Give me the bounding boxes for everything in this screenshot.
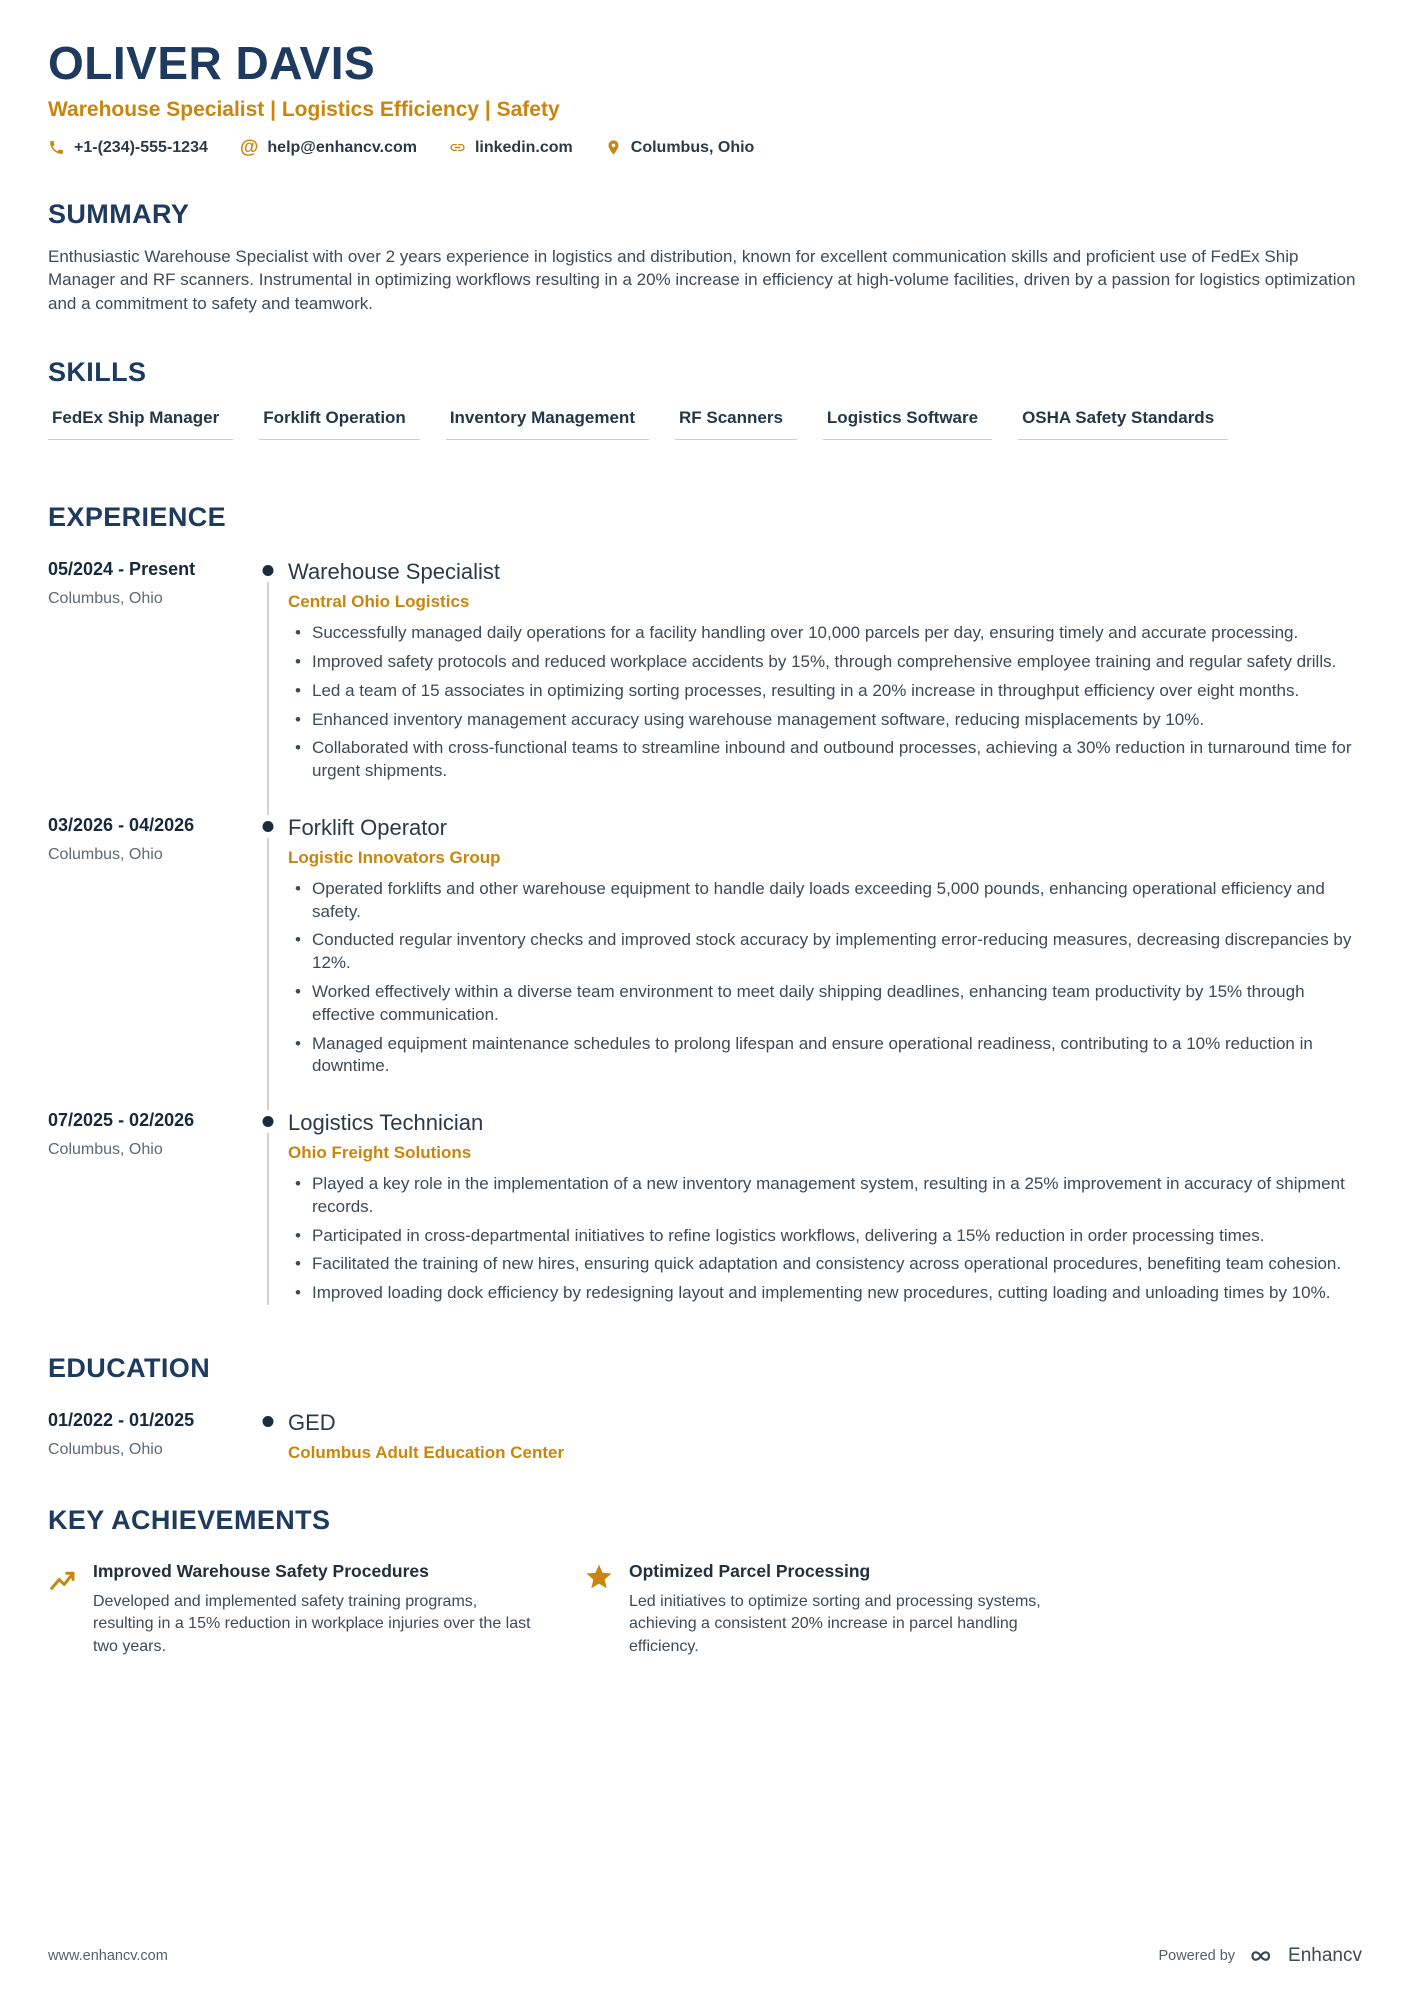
entry-dates: 03/2026 - 04/2026 [48,814,195,835]
entry-dates: 01/2022 - 01/2025 [48,1409,195,1430]
bullet-item: • Operated forklifts and other warehouse equipment to handle daily loads exceeding 5,000 pounds, enhancing operational efficiency and safety. [288,878,1362,924]
timeline-dot [263,1416,274,1427]
contact-phone[interactable] [48,139,208,157]
bullet-item: • Participated in cross-departmental initiatives to refine logistics workflows, delivering a 15% reduction in order processing times. [288,1225,1362,1248]
candidate-name: OLIVER DAVIS [48,37,376,89]
entry-dates: 07/2025 - 02/2026 [48,1110,195,1131]
degree-title: GED [288,1409,336,1435]
entry-body [288,1410,1362,1463]
job-title: Forklift Operator [288,814,447,840]
company-name: Logistic Innovators Group [288,847,501,867]
star-icon [584,1562,614,1592]
achievement-text: Developed and implemented safety training programs, resulting in a 15% reduction in workplace injuries over the last two years. [93,1592,531,1656]
skill-tag: OSHA Safety Standards [1018,408,1228,440]
entry-meta [48,559,248,789]
timeline-dot [263,821,274,832]
bullet-list [288,878,1362,1078]
contact-location [605,139,755,157]
entry-body [288,1110,1362,1311]
link-icon [449,139,466,156]
entry-body [288,559,1362,789]
enhancv-wordmark: Enhancv [1288,1945,1362,1966]
contact-linkedin-text: linkedin.com [474,138,573,156]
contact-phone-text: +1-(234)-555-1234 [74,138,208,156]
bullet-item: • Managed equipment maintenance schedules to prolong lifespan and ensure operational readiness, contributing to a 10% reduction in downtime. [288,1033,1362,1079]
experience-entry [48,815,1362,1084]
achievement-title: Optimized Parcel Processing [629,1560,871,1581]
page-footer [48,1945,1362,1967]
bullet-item: • Collaborated with cross-functional teams to streamline inbound and outbound processes, achieving a 30% reduction in turnaround time for urgent shipments. [288,737,1362,783]
education-section [48,1353,1362,1463]
bullet-item: • Worked effectively within a diverse team environment to meet daily shipping deadlines, enhancing team productivity by 15% through effective communication. [288,981,1362,1027]
achievement-title: Improved Warehouse Safety Procedures [93,1560,429,1581]
location-icon [605,139,622,156]
enhancv-logo-icon [1247,1945,1281,1967]
summary-heading: SUMMARY [48,199,190,229]
job-title: Logistics Technician [288,1110,484,1136]
achievement-content [629,1560,1076,1659]
achievement-item [48,1560,540,1659]
entry-location: Columbus, Ohio [48,1141,163,1159]
bullet-list [288,622,1362,783]
powered-by[interactable] [1158,1945,1362,1967]
timeline [248,1110,288,1311]
skill-tag: Logistics Software [823,408,992,440]
company-name: Central Ohio Logistics [288,592,470,612]
powered-by-label: Powered by [1158,1948,1236,1964]
timeline-dot [263,565,274,576]
entry-location: Columbus, Ohio [48,845,163,863]
bullet-item: • Conducted regular inventory checks and improved stock accuracy by implementing error-reducing measures, decreasing discrepancies by 12%. [288,929,1362,975]
experience-entry [48,1110,1362,1311]
timeline [248,559,288,789]
entry-dates: 05/2024 - Present [48,559,196,580]
resume-header [48,36,1362,157]
contact-location-text: Columbus, Ohio [630,138,755,156]
bullet-item: • Improved safety protocols and reduced workplace accidents by 15%, through comprehensive employee training and regular safety drills. [288,651,1362,674]
summary-section [48,199,1362,315]
experience-heading: EXPERIENCE [48,502,227,533]
achievement-item [584,1560,1076,1659]
timeline-dot [263,1116,274,1127]
headline: Warehouse Specialist | Logistics Efficiency | Safety [48,98,560,121]
bullet-item: • Successfully managed daily operations for a facility handling over 10,000 parcels per day, ensuring timely and accurate processing. [288,622,1362,645]
contact-email-text: help@enhancv.com [267,138,417,156]
bullet-item: • Enhanced inventory management accuracy using warehouse management software, reducing misplacements by 10%. [288,709,1362,732]
skill-tag: Inventory Management [446,408,649,440]
school-name: Columbus Adult Education Center [288,1442,565,1462]
skill-tag: Forklift Operation [259,408,420,440]
achievements-heading: KEY ACHIEVEMENTS [48,1504,331,1535]
education-heading: EDUCATION [48,1352,211,1383]
skills-section [48,357,1362,460]
skill-tag: FedEx Ship Manager [48,408,233,440]
company-name: Ohio Freight Solutions [288,1143,472,1163]
route-arrow-icon [48,1562,78,1592]
entry-meta [48,815,248,1084]
summary-text: Enthusiastic Warehouse Specialist with over 2 years experience in logistics and distribution, known for excellent communication skills and proficient use of FedEx Ship Manager and RF scanners. Instrumental in optimizing workflows resulting in a 20% increase in efficiency at high-volume facilities, driven by a passion for logistics optimization and a commitment to safety and teamwork. [48,247,1356,313]
achievement-content [93,1560,540,1659]
experience-section [48,502,1362,1311]
entry-meta [48,1410,248,1463]
experience-entry [48,559,1362,789]
contact-row [48,138,1362,157]
contact-email[interactable] [240,138,417,157]
skills-list [48,408,1362,460]
footer-site-link[interactable]: www.enhancv.com [48,1948,168,1964]
bullet-list [288,1173,1362,1305]
timeline-line [267,582,269,815]
entry-body [288,815,1362,1084]
email-icon: @ [239,137,259,158]
enhancv-brand [1247,1945,1362,1967]
bullet-item: • Led a team of 15 associates in optimizing sorting processes, resulting in a 20% increase in throughput efficiency over eight months. [288,680,1362,703]
achievements-section [48,1505,1362,1659]
bullet-item: • Facilitated the training of new hires, ensuring quick adaptation and consistency across operational procedures, benefiting team cohesion. [288,1253,1362,1276]
bullet-item: • Improved loading dock efficiency by redesigning layout and implementing new procedures, cutting loading and unloading times by 10%. [288,1282,1362,1305]
timeline-line [267,1133,269,1305]
skill-tag: RF Scanners [675,408,797,440]
timeline [248,815,288,1084]
entry-location: Columbus, Ohio [48,590,163,608]
timeline [248,1410,288,1463]
skills-heading: SKILLS [48,357,147,388]
phone-icon [48,139,65,156]
bullet-item: • Played a key role in the implementation of a new inventory management system, resulting in a 25% improvement in accuracy of shipment records. [288,1173,1362,1219]
achievement-text: Led initiatives to optimize sorting and processing systems, achieving a consistent 20% increase in parcel handling efficiency. [629,1592,1041,1656]
entry-meta [48,1110,248,1311]
contact-linkedin[interactable] [449,139,573,157]
achievements-grid [48,1560,1362,1659]
education-entry [48,1410,1362,1463]
job-title: Warehouse Specialist [288,559,500,585]
entry-location: Columbus, Ohio [48,1440,163,1458]
timeline-line [267,838,269,1110]
